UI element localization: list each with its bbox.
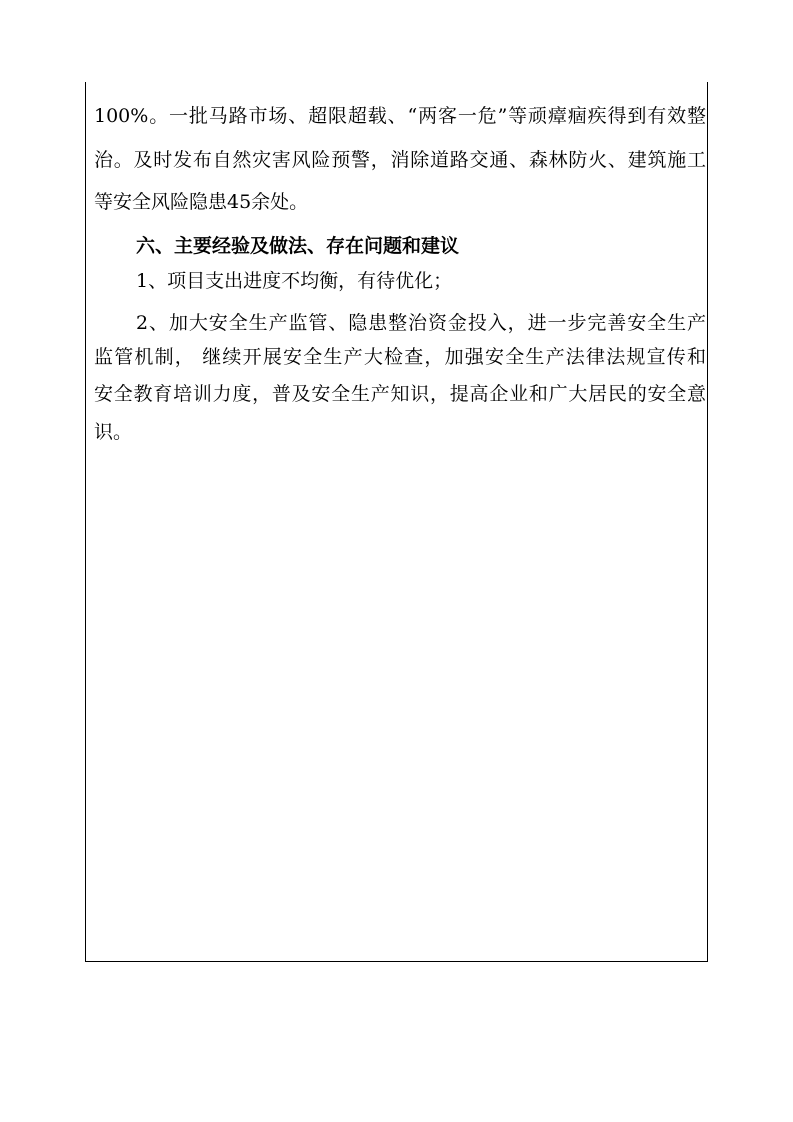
paragraph-line: 治。及时发布自然灾害风险预警，消除道路交通、森林防火、建筑施工	[94, 149, 706, 171]
list-item: 1、项目支出进度不均衡，有待优化；	[136, 270, 453, 292]
paragraph-line: 监管机制， 继续开展安全生产大检查，加强安全生产法律法规宣传和	[94, 346, 706, 368]
paragraph-line: 等安全风险隐患45余处。	[94, 191, 309, 213]
paragraph-line: 识。	[94, 421, 133, 443]
paragraph-line: 100%。一批马路市场、超限超载、“两客一危”等顽瘴痼疾得到有效整	[94, 105, 706, 127]
section-heading: 六、主要经验及做法、存在问题和建议	[136, 235, 460, 257]
list-item: 2、加大安全生产监管、隐患整治资金投入，进一步完善安全生产	[136, 312, 706, 334]
paragraph-line: 安全教育培训力度，普及安全生产知识，提高企业和广大居民的安全意	[94, 383, 706, 405]
table-cell-border	[85, 82, 708, 962]
